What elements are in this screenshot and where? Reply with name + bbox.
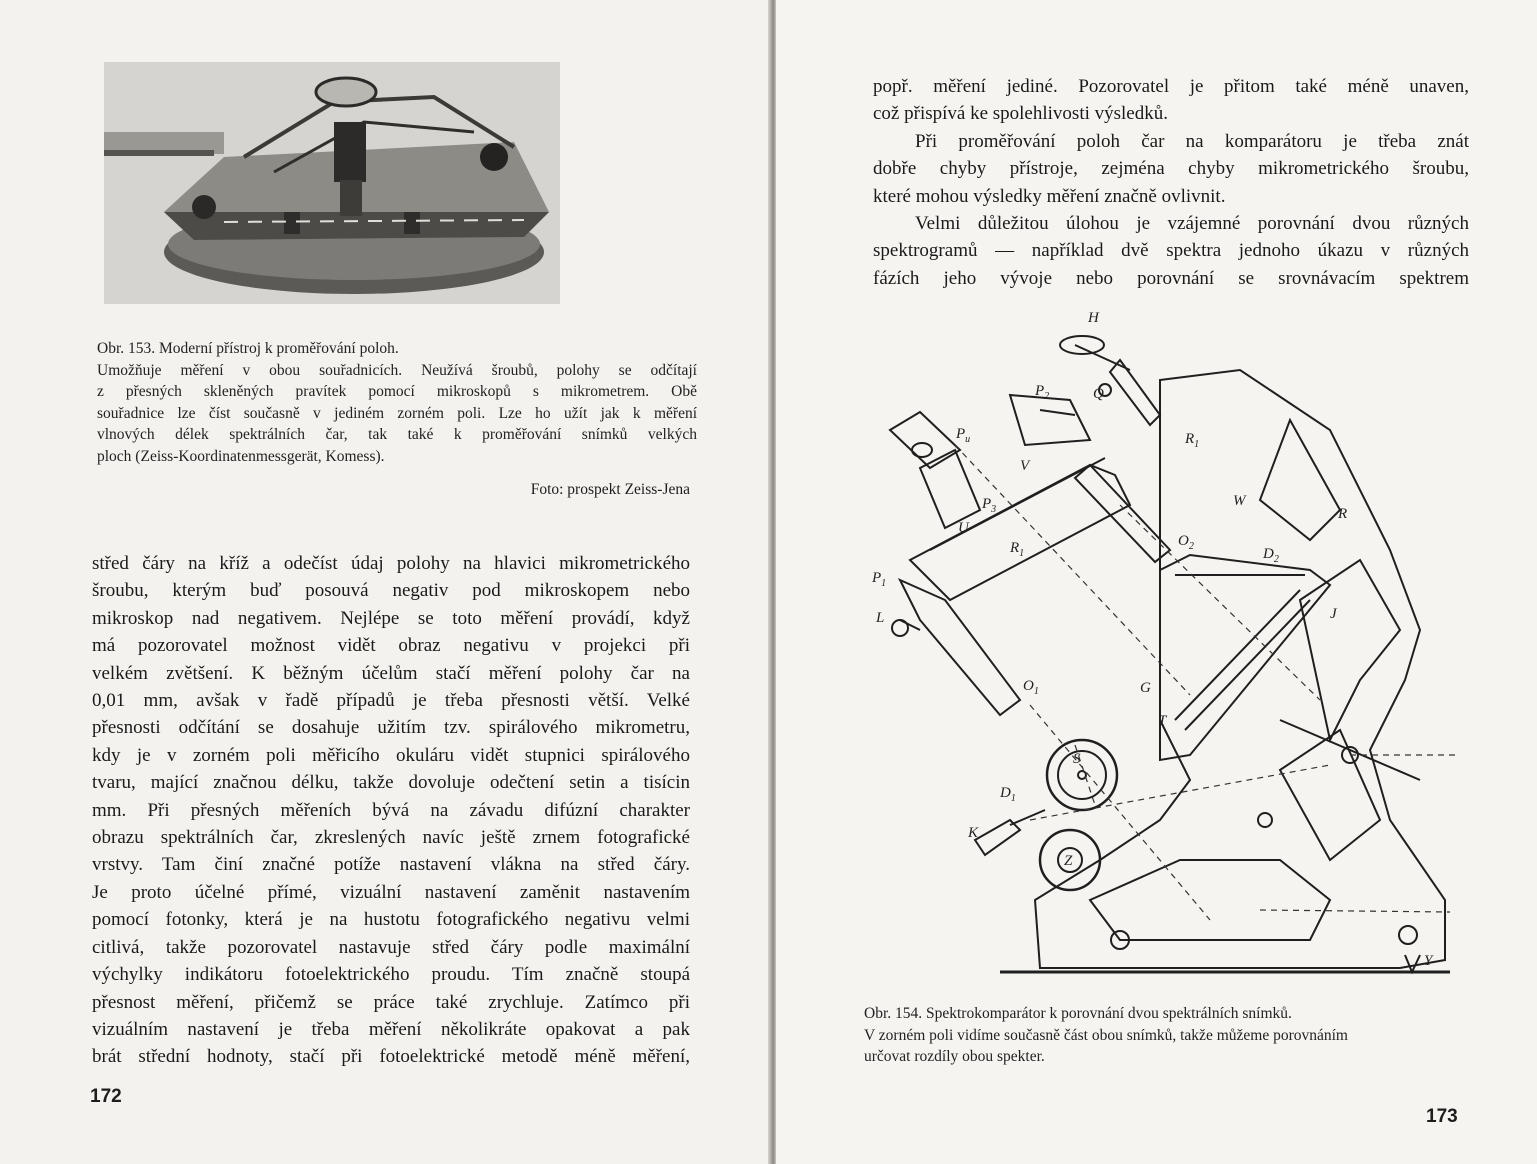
label-w: W	[1233, 493, 1246, 509]
right-body-text	[873, 73, 1469, 292]
text-line: Při proměřování poloh čar na komparátoru je třeba znát	[915, 130, 1469, 152]
caption-line: z přesných skleněných pravítek pomocí mikroskopů s mikrometrem. Obě	[97, 383, 697, 400]
label-p3: $P_3$	[982, 496, 997, 515]
label-s: S	[1073, 751, 1081, 767]
page-number-right: 173	[1426, 1106, 1458, 1127]
photo-credit: Foto: prospekt Zeiss-Jena	[530, 481, 690, 498]
text-line: popř. měření jediné. Pozorovatel je přitom také méně unaven,	[873, 76, 1469, 97]
label-o1: $O_1$	[1023, 678, 1039, 697]
caption-line: ploch (Zeiss-Koordinatenmessgerät, Komess).	[97, 447, 385, 465]
text-line: Je proto účelné přímé, vizuální nastavení zaměnit nastavením	[92, 881, 690, 903]
text-line: obrazu spektrálních čar, zkreslených navíc ještě zrnem fotografické	[92, 827, 690, 849]
figure-153-caption	[97, 338, 697, 467]
caption-line: Umožňuje měření v obou souřadnicích. Neužívá šroubů, polohy se odčítají	[97, 361, 697, 379]
label-y: Y	[1424, 953, 1433, 969]
label-k: K	[968, 825, 979, 841]
text-line: fázích jeho vývoje nebo porovnání se srovnávacím spektrem	[873, 267, 1469, 289]
text-line: má pozorovatel možnost vidět obraz negativu v projekci při	[92, 635, 690, 657]
text-line: vizuálním nastavení je třeba měření několikráte opakovat a pak	[92, 1018, 690, 1040]
text-line: přesnosti odčítání se dosahuje užitím tzv. spirálového mikrometru,	[92, 717, 690, 739]
label-pu: $P_u$	[956, 426, 971, 445]
text-line: mm. Při přesných měřeních bývá na závadu difúzní charakter	[92, 799, 690, 821]
label-q: Q	[1093, 386, 1104, 402]
text-line: kdy je v zorném poli měřicího okuláru vidět stupnici spirálového	[92, 744, 690, 766]
text-line: velkém zvětšení. K běžným účelům stačí měření polohy čar na	[92, 662, 690, 684]
figure-154-caption	[864, 1003, 1464, 1068]
text-line: pomocí fotonky, která je na hustotu fotografického negativu velmi	[92, 909, 690, 931]
label-p2: $P_2$	[1035, 383, 1050, 402]
text-line: 0,01 mm, avšak v řadě případů je třeba přesnosti větší. Velké	[92, 690, 690, 712]
text-line: tvaru, mající značnou délku, takže dovoluje odečtení setin a tisícin	[92, 772, 690, 794]
label-p1: $P_1$	[872, 570, 887, 589]
caption-line: souřadnice lze číst současně v jediném zorném poli. Lze ho užít jak k měření	[97, 404, 697, 422]
left-body-text	[92, 550, 690, 1071]
caption-line: vlnových délek spektrálních čar, tak také k proměřování snímků velkých	[97, 426, 697, 443]
label-v: V	[1020, 458, 1030, 474]
label-h: H	[1088, 310, 1099, 326]
label-z: Z	[1064, 853, 1073, 869]
text-line: což přispívá ke spolehlivosti výsledků.	[873, 103, 1168, 125]
label-o2: $O_2$	[1178, 533, 1194, 552]
label-d2: $D_2$	[1263, 546, 1279, 565]
page-number-left: 172	[90, 1086, 122, 1107]
diagram-labels	[871, 310, 1434, 969]
text-line: střed čáry na kříž a odečíst údaj polohy na hlavici mikrometrického	[92, 553, 690, 574]
label-j: J	[1330, 606, 1337, 622]
text-line: výchylky indikátoru fotoelektrického proudu. Tím značně stoupá	[92, 964, 690, 986]
comparator-photo-illustration	[104, 62, 560, 304]
text-line: mikroskop nad negativem. Nejlépe se toto měření provádí, když	[92, 607, 690, 629]
text-line: dobře chyby přístroje, zejména chyby mikrometrického šroubu,	[873, 158, 1469, 180]
spectrocomparator-line-drawing	[860, 300, 1460, 990]
label-g: G	[1140, 680, 1151, 696]
figure-154-diagram	[860, 300, 1460, 990]
label-u: U	[958, 520, 969, 536]
caption-line: Obr. 154. Spektrokomparátor k porovnání dvou spektrálních snímků.	[864, 1005, 1292, 1022]
caption-line: V zorném poli vidíme současně část obou snímků, takže můžeme porovnáním	[864, 1026, 1348, 1044]
label-t: T	[1158, 713, 1167, 729]
caption-line: určovat rozdíly obou spekter.	[864, 1048, 1045, 1065]
text-line: vrstvy. Tam činí značné potíže nastavení vlákna na střed čáry.	[92, 854, 690, 876]
caption-line: Obr. 153. Moderní přístroj k proměřování poloh.	[97, 340, 399, 357]
text-line: spektrogramů — například dvě spektra jednoho úkazu v různých	[873, 240, 1469, 262]
label-d1: $D_1$	[1000, 785, 1016, 804]
text-line: brát střední hodnoty, stačí při fotoelektrické metodě méně měření,	[92, 1046, 690, 1068]
text-line: citlivá, takže pozorovatel nastavuje střed čáry podle maximální	[92, 936, 690, 958]
figure-153-photo	[104, 62, 560, 304]
text-line: Velmi důležitou úlohou je vzájemné porovnání dvou různých	[915, 213, 1469, 235]
text-line: které mohou výsledky měření značně ovlivnit.	[873, 185, 1226, 207]
label-r1-mid: $R_1$	[1010, 540, 1025, 559]
label-r1-top: $R_1$	[1185, 431, 1200, 450]
text-line: šroubu, kterým buď posouvá negativ pod mikroskopem nebo	[92, 580, 690, 602]
label-r: R	[1338, 506, 1348, 522]
text-line: přesnost měření, přičemž se práce také zrychluje. Zatímco při	[92, 991, 690, 1013]
label-l: L	[876, 610, 885, 626]
